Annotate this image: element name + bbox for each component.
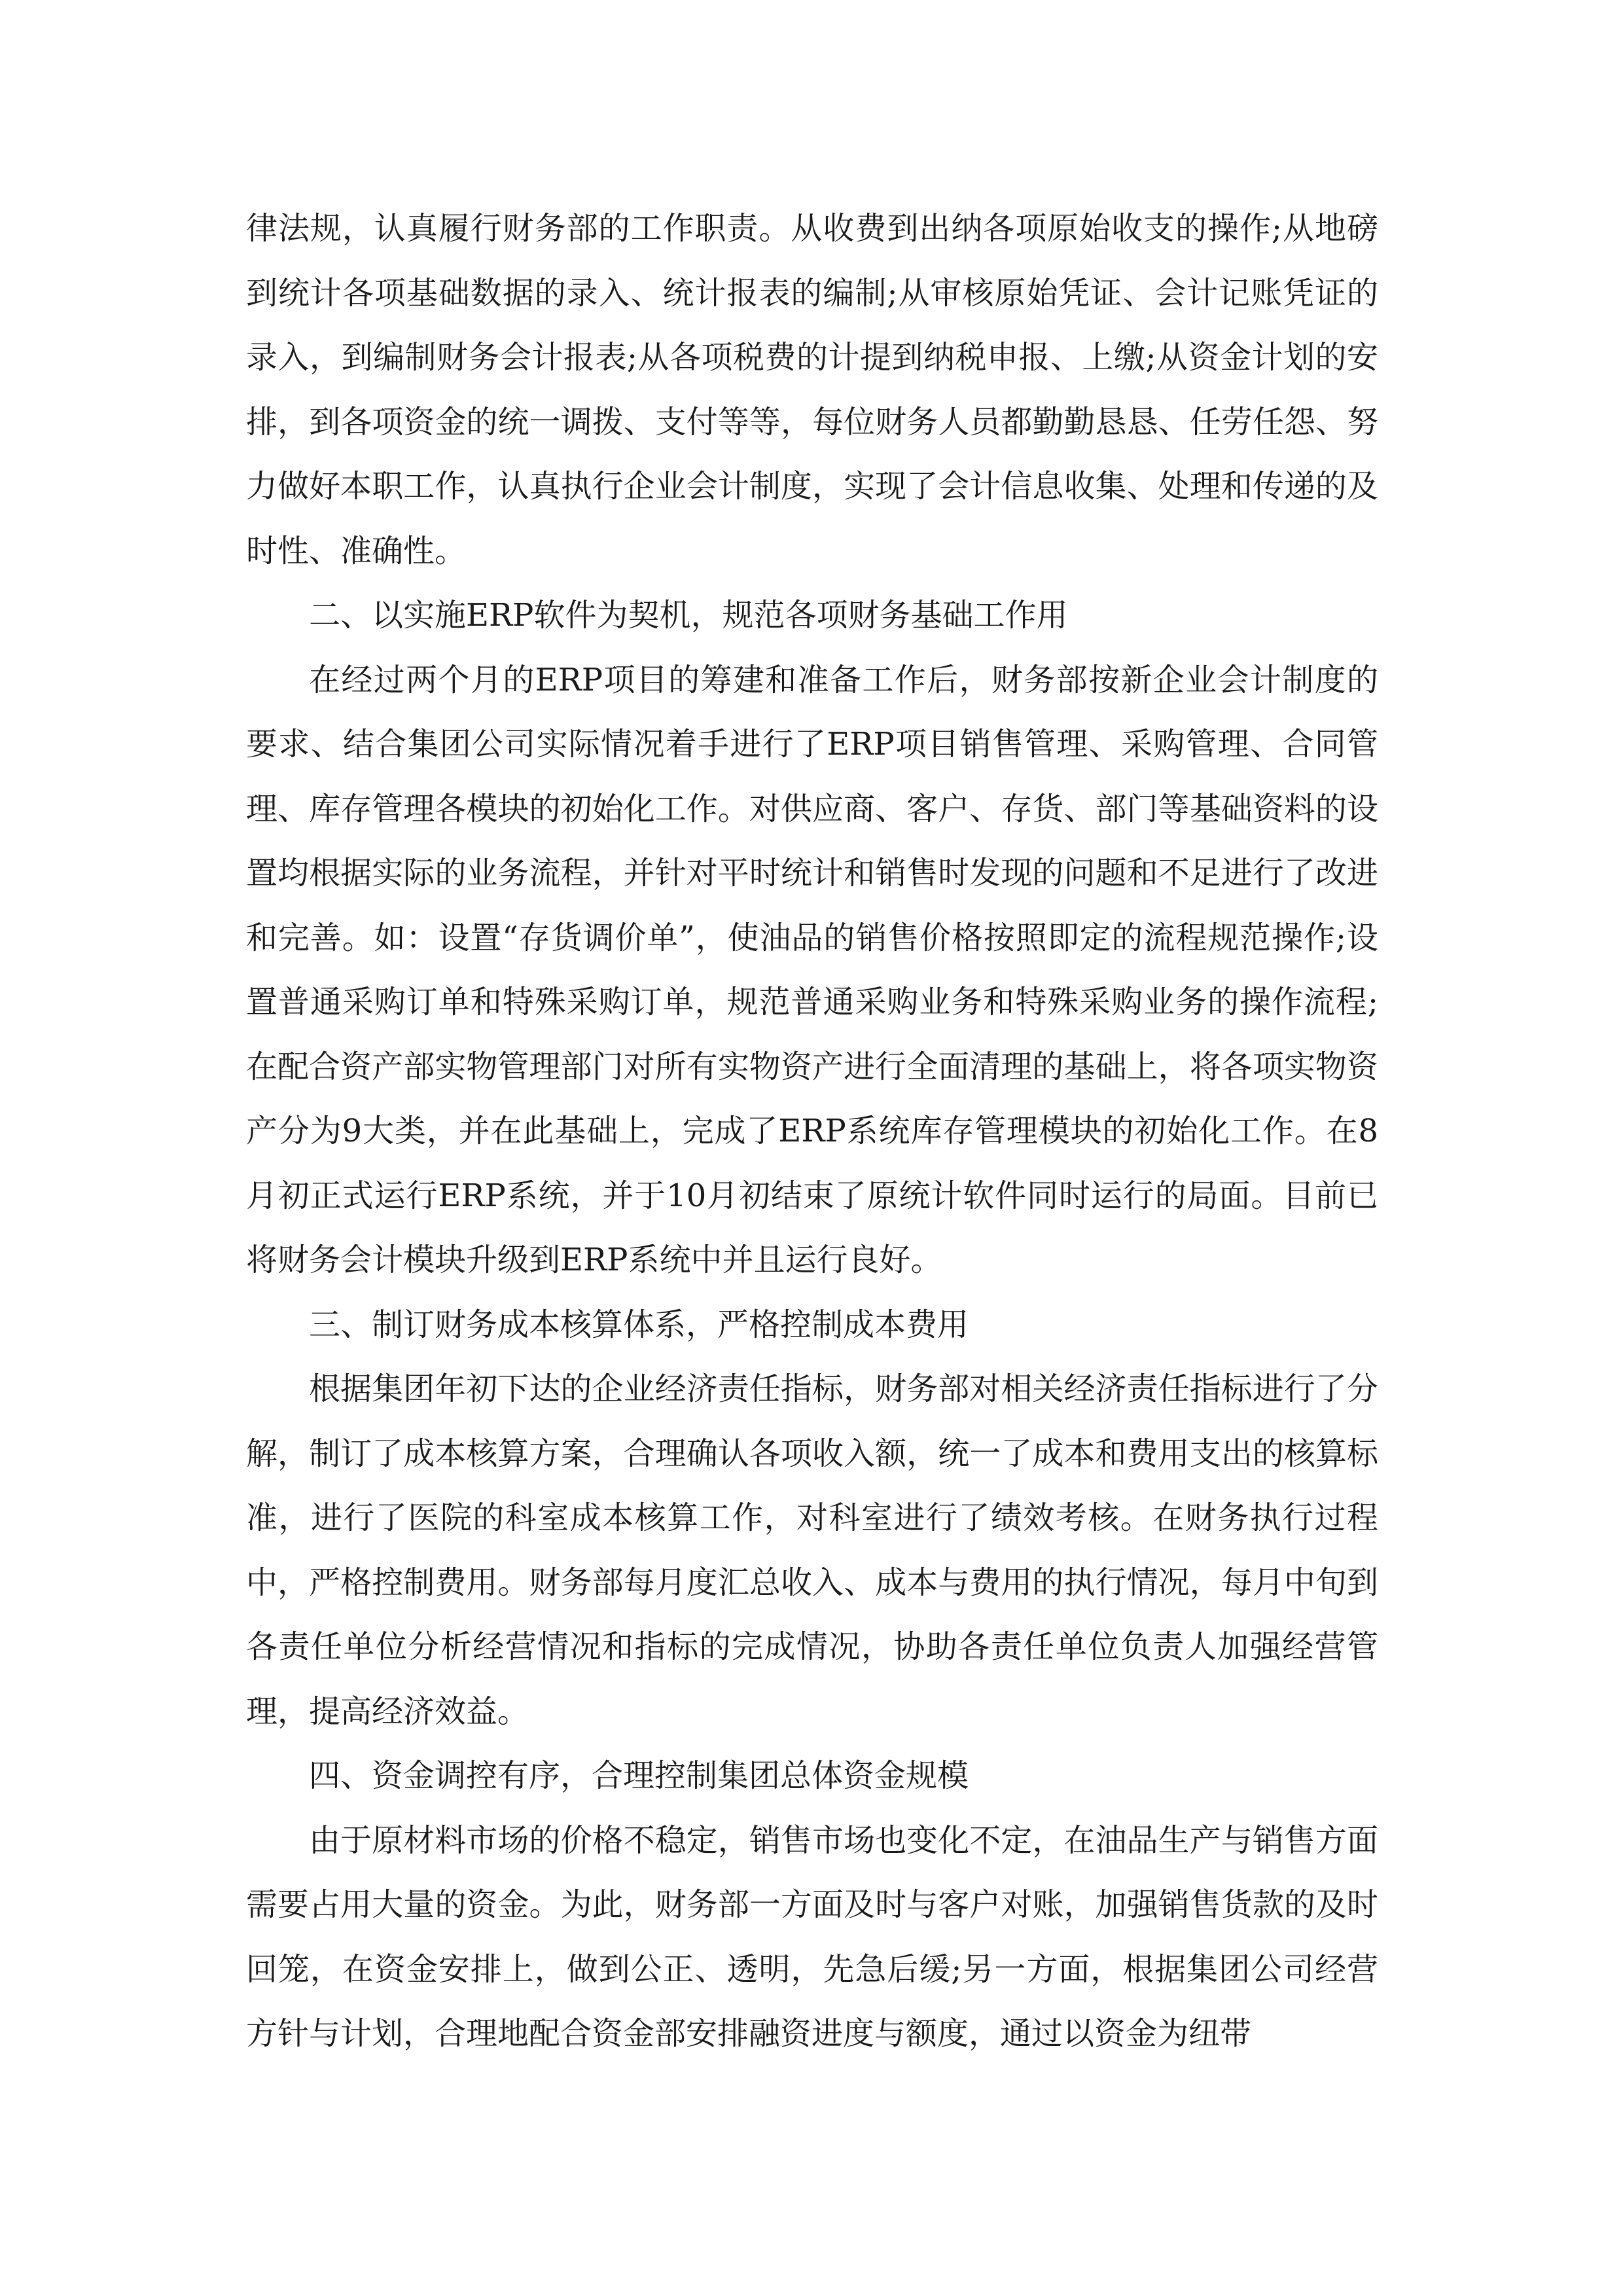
paragraph-erp: 在经过两个月的ERP项目的筹建和准备工作后，财务部按新企业会计制度的要求、结合集团公司实际情况着手进行了ERP项目销售管理、采购管理、合同管理、库存管理各模块的初始化工作。对供应商、客户、存货、部门等基础资料的设置均根据实际的业务流程，并针对平时统计和销售时发现的问题和不足进行了改进和完善。如：设置“存货调价单”，使油品的销售价格按照即定的流程规范操作;设置普通采购订单和特殊采购订单，规范普通采购业务和特殊采购业务的操作流程;在配合资产部实物管理部门对所有实物资产进行全面清理的基础上，将各项实物资产分为9大类，并在此基础上，完成了ERP系统库存管理模块的初始化工作。在8月初正式运行ERP系统，并于10月初结束了原统计软件同时运行的局面。目前已将财务会计模块升级到ERP系统中并且运行良好。 [246,661,1378,1278]
paragraph-cost-accounting: 根据集团年初下达的企业经济责任指标，财务部对相关经济责任指标进行了分解，制订了成本核算方案，合理确认各项收入额，统一了成本和费用支出的核算标准，进行了医院的科室成本核算工作，对科室进行了绩效考核。在财务执行过程中，严格控制费用。财务部每月度汇总收入、成本与费用的执行情况，每月中旬到各责任单位分析经营情况和指标的完成情况，协助各责任单位负责人加强经营管理，提高经济效益。 [246,1371,1378,1730]
section-heading-4: 四、资金调控有序，合理控制集团总体资金规模 [309,1757,969,1794]
section-heading-2: 二、以实施ERP软件为契机，规范各项财务基础工作用 [309,597,1068,634]
document-body [246,196,1378,2066]
paragraph-continued: 律法规，认真履行财务部的工作职责。从收费到出纳各项原始收支的操作;从地磅到统计各项基础数据的录入、统计报表的编制;从审核原始凭证、会计记账凭证的录入，到编制财务会计报表;从各项税费的计提到纳税申报、上缴;从资金计划的安排，到各项资金的统一调拨、支付等等，每位财务人员都勤勤恳恳、任劳任怨、努力做好本职工作，认真执行企业会计制度，实现了会计信息收集、处理和传递的及时性、准确性。 [246,210,1378,569]
section-heading-3: 三、制订财务成本核算体系，严格控制成本费用 [309,1306,969,1343]
paragraph-capital: 由于原材料市场的价格不稳定，销售市场也变化不定，在油品生产与销售方面需要占用大量的资金。为此，财务部一方面及时与客户对账，加强销售货款的及时回笼，在资金安排上，做到公正、透明，先急后缓;另一方面，根据集团公司经营方针与计划，合理地配合资金部安排融资进度与额度，通过以资金为纽带 [246,1821,1378,2052]
